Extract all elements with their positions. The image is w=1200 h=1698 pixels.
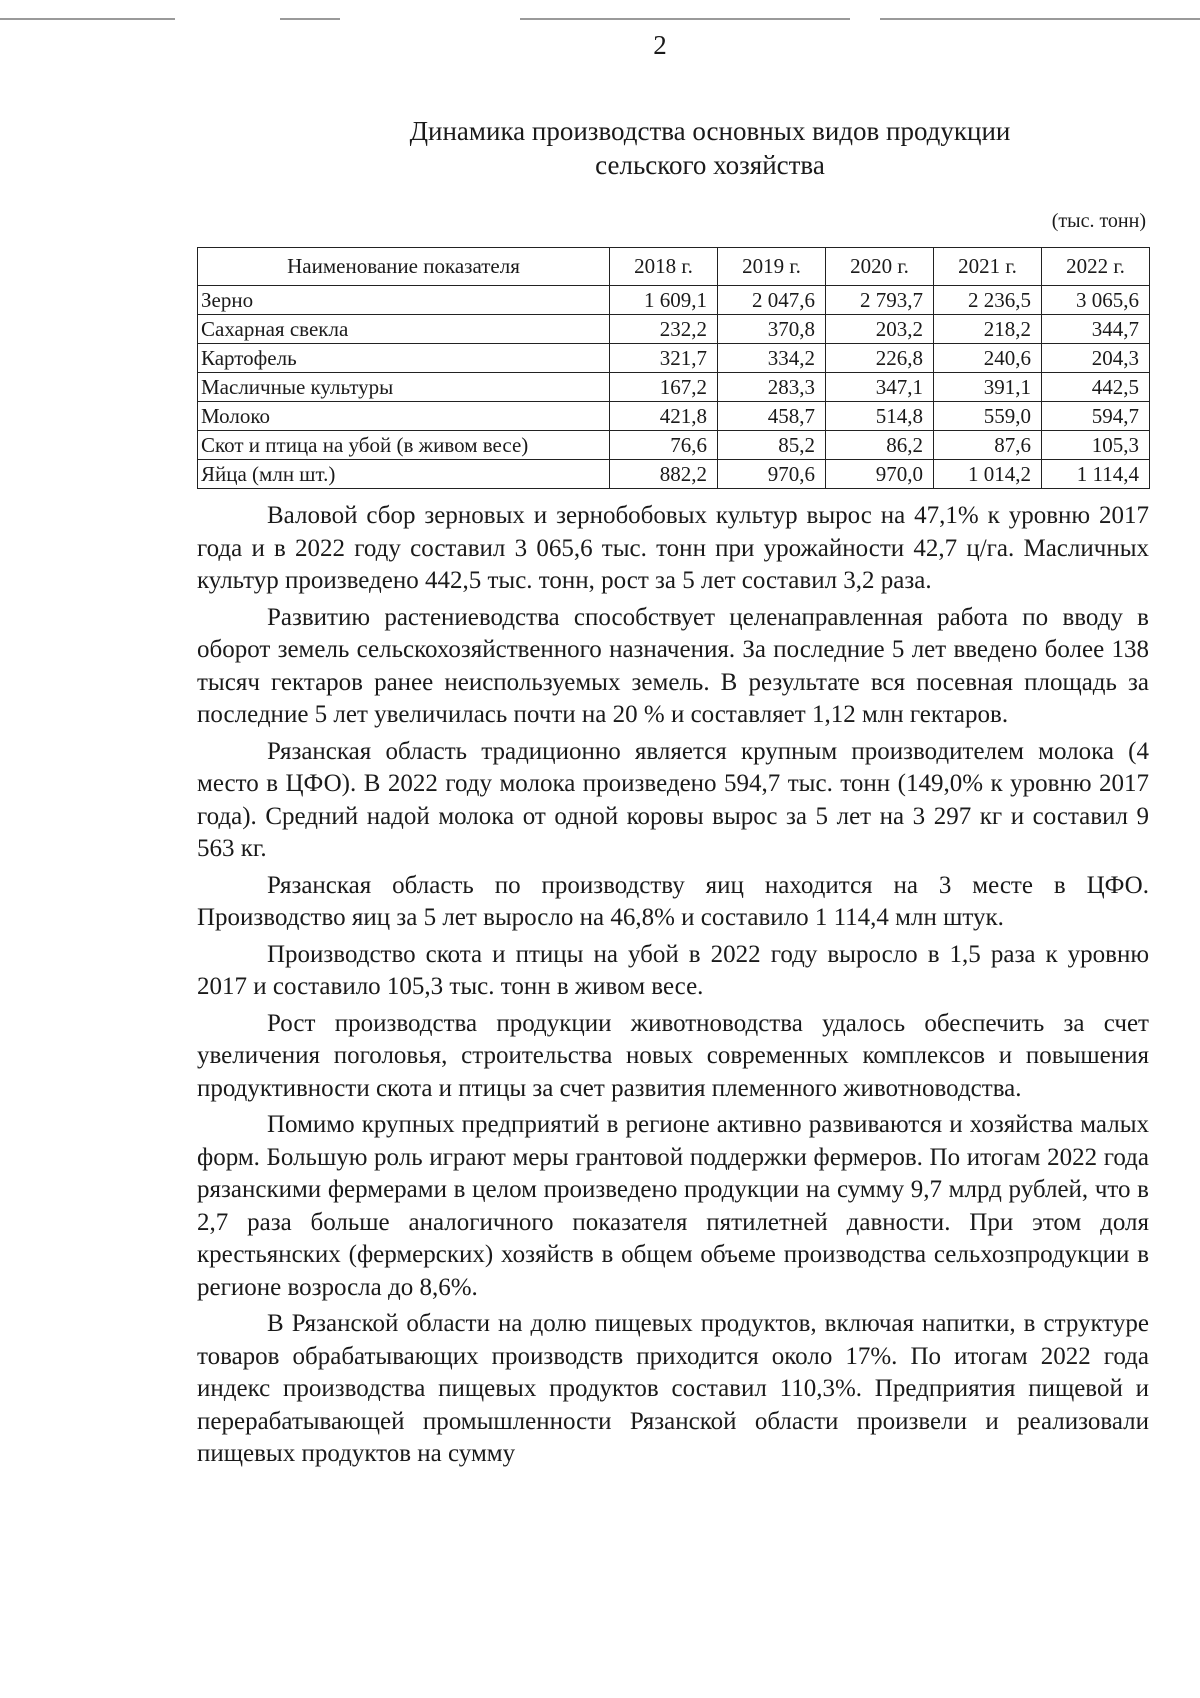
table-cell: 3 065,6 <box>1042 286 1150 315</box>
table-cell: 76,6 <box>610 431 718 460</box>
column-header: Наименование показателя <box>198 248 610 286</box>
table-cell: 1 609,1 <box>610 286 718 315</box>
units-label: (тыс. тонн) <box>1051 210 1146 232</box>
scan-artifact-line <box>520 18 850 20</box>
table-cell: 1 114,4 <box>1042 460 1150 489</box>
table-cell: 240,6 <box>934 344 1042 373</box>
table-cell: 514,8 <box>826 402 934 431</box>
table-row <box>198 402 1150 431</box>
table-cell: 970,6 <box>718 460 826 489</box>
table-cell: 970,0 <box>826 460 934 489</box>
paragraph: Рязанская область по производству яиц находится на 3 месте в ЦФО. Производство яиц за 5 лет выросло на 46,8% и составило 1 114,4 млн штук. <box>197 871 1149 931</box>
paragraph: Валовой сбор зерновых и зернобобовых культур вырос на 47,1% к уровню 2017 года и в 2022 году составил 3 065,6 тыс. тонн при урожайности 42,7 ц/га. Масличных культур произведено 442,5 тыс. тонн, рост за 5 лет составил 3,2 раза. <box>197 502 1149 594</box>
table-row <box>198 344 1150 373</box>
title-line: сельского хозяйства <box>595 150 825 180</box>
paragraph: В Рязанской области на долю пищевых продуктов, включая напитки, в структуре товаров обрабатывающих производств приходится около 17%. По итогам 2022 года индекс производства пищевых продуктов составил 110,3%. Предприятия пищевой и перерабатывающей промышленности Рязанской области произвели и реализовали пищевых продуктов на сумму <box>197 1310 1149 1467</box>
production-table <box>197 247 1150 489</box>
row-label: Зерно <box>198 286 610 315</box>
column-header: 2019 г. <box>718 248 826 286</box>
table-cell: 344,7 <box>1042 315 1150 344</box>
table-cell: 421,8 <box>610 402 718 431</box>
table-cell: 167,2 <box>610 373 718 402</box>
paragraph: Рост производства продукции животноводства удалось обеспечить за счет увеличения поголовья, строительства новых современных комплексов и повышения продуктивности скота и птицы за счет развития племенного животноводства. <box>197 1009 1149 1102</box>
table-cell: 347,1 <box>826 373 934 402</box>
row-label: Картофель <box>198 344 610 373</box>
table-row <box>198 431 1150 460</box>
table-cell: 203,2 <box>826 315 934 344</box>
table-cell: 87,6 <box>934 431 1042 460</box>
table-cell: 2 047,6 <box>718 286 826 315</box>
table-cell: 2 236,5 <box>934 286 1042 315</box>
table-cell: 232,2 <box>610 315 718 344</box>
title-line: Динамика производства основных видов продукции <box>409 116 1011 146</box>
table-row <box>198 460 1150 489</box>
column-header: 2018 г. <box>610 248 718 286</box>
table-cell: 218,2 <box>934 315 1042 344</box>
table-row <box>198 315 1150 344</box>
paragraph: Рязанская область традиционно является крупным производителем молока (4 место в ЦФО). В 2022 году молока произведено 594,7 тыс. тонн (149,0% к уровню 2017 года). Средний надой молока от одной коровы вырос за 5 лет на 3 297 кг и составил 9 563 кг. <box>197 737 1149 862</box>
table-cell: 882,2 <box>610 460 718 489</box>
table-cell: 85,2 <box>718 431 826 460</box>
table-cell: 321,7 <box>610 344 718 373</box>
scan-artifact-line <box>280 18 340 20</box>
table-cell: 334,2 <box>718 344 826 373</box>
column-header: 2020 г. <box>826 248 934 286</box>
page-number: 2 <box>653 30 667 60</box>
table-cell: 1 014,2 <box>934 460 1042 489</box>
table-cell: 442,5 <box>1042 373 1150 402</box>
table-cell: 2 793,7 <box>826 286 934 315</box>
table-cell: 370,8 <box>718 315 826 344</box>
table-cell: 226,8 <box>826 344 934 373</box>
paragraph: Помимо крупных предприятий в регионе активно развиваются и хозяйства малых форм. Большую роль играют меры грантовой поддержки фермеров. По итогам 2022 года рязанскими фермерами в целом произведено продукции на сумму 9,7 млрд рублей, что в 2,7 раза больше аналогичного показателя пятилетней давности. При этом доля крестьянских (фермерских) хозяйств в общем объеме производства сельхозпродукции в регионе возросла до 8,6%. <box>197 1111 1149 1301</box>
paragraph: Производство скота и птицы на убой в 2022 году выросло в 1,5 раза к уровню 2017 и составило 105,3 тыс. тонн в живом весе. <box>197 940 1149 1000</box>
table-cell: 283,3 <box>718 373 826 402</box>
table-cell: 204,3 <box>1042 344 1150 373</box>
document-title <box>390 114 1030 182</box>
row-label: Масличные культуры <box>198 373 610 402</box>
table-header-row <box>198 248 1150 286</box>
table-cell: 594,7 <box>1042 402 1150 431</box>
table-cell: 391,1 <box>934 373 1042 402</box>
column-header: 2022 г. <box>1042 248 1150 286</box>
body-text <box>197 500 1149 1475</box>
scan-artifact-line <box>880 18 1200 20</box>
column-header: 2021 г. <box>934 248 1042 286</box>
row-label: Сахарная свекла <box>198 315 610 344</box>
scan-artifact-line <box>0 18 175 20</box>
row-label: Скот и птица на убой (в живом весе) <box>198 431 610 460</box>
row-label: Яйца (млн шт.) <box>198 460 610 489</box>
table-cell: 105,3 <box>1042 431 1150 460</box>
table-cell: 559,0 <box>934 402 1042 431</box>
table-row <box>198 286 1150 315</box>
table-cell: 458,7 <box>718 402 826 431</box>
row-label: Молоко <box>198 402 610 431</box>
table-row <box>198 373 1150 402</box>
table-cell: 86,2 <box>826 431 934 460</box>
paragraph: Развитию растениеводства способствует целенаправленная работа по вводу в оборот земель сельскохозяйственного назначения. За последние 5 лет введено более 138 тысяч гектаров ранее неиспользуемых земель. В результате вся посевная площадь за последние 5 лет увеличилась почти на 20 % и составляет 1,12 млн гектаров. <box>197 603 1149 728</box>
